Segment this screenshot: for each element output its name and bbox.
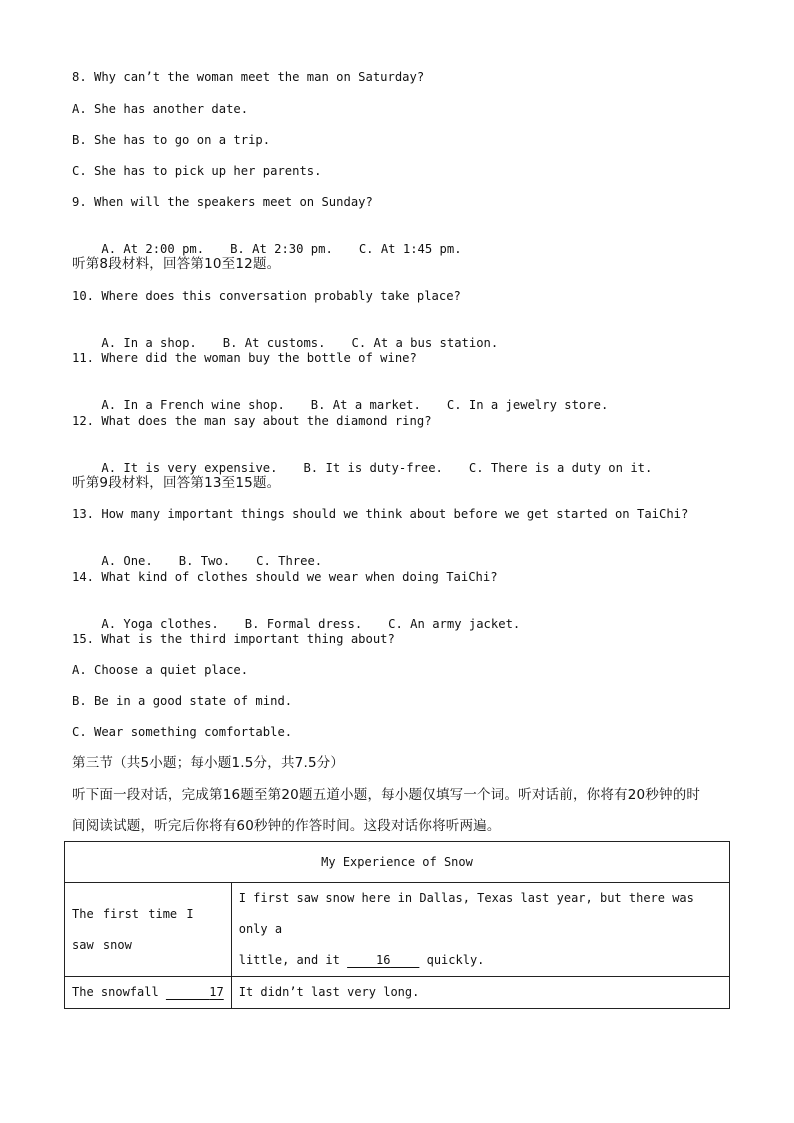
table-row: [65, 883, 730, 977]
option-8c: C. She has to pick up her parents.: [72, 164, 322, 178]
blank-16[interactable]: [347, 945, 419, 976]
option-15b: B. Be in a good state of mind.: [72, 694, 293, 708]
question-14: 14. What kind of clothes should we wear when doing TaiChi?: [72, 570, 498, 584]
option-13b: B. Two.: [178, 554, 231, 568]
option-13a: A. One.: [101, 554, 153, 568]
option-10b: B. At customs.: [222, 336, 326, 350]
option-13c: C. Three.: [256, 554, 323, 568]
option-8b: B. She has to go on a trip.: [72, 133, 271, 147]
option-9b: B. At 2:30 pm.: [230, 242, 333, 256]
option-14c: C. An army jacket.: [388, 617, 521, 631]
option-8a: A. She has another date.: [72, 102, 249, 116]
row-content-first-time: [231, 883, 729, 977]
question-12: 12. What does the man say about the diamond ring?: [72, 414, 432, 428]
blank-17-number: 17: [209, 985, 224, 999]
row-content-snowfall: It didn’t last very long.: [231, 977, 729, 1009]
option-15c: C. Wear something comfortable.: [72, 725, 293, 739]
row-text-part: little, and it: [238, 953, 348, 967]
table-title: My Experience of Snow: [65, 842, 730, 883]
option-12a: A. It is very expensive.: [101, 461, 278, 475]
option-10c: C. At a bus station.: [351, 336, 499, 350]
row-label-first-time: The first time I saw snow: [65, 883, 232, 977]
section-9-heading: 听第9段材料，回答第13至15题。: [72, 475, 281, 491]
table-row: [65, 977, 730, 1009]
blank-17[interactable]: [166, 977, 224, 1008]
option-14b: B. Formal dress.: [244, 617, 363, 631]
row-label-text: The snowfall: [72, 985, 166, 999]
option-14a: A. Yoga clothes.: [101, 617, 219, 631]
question-15: 15. What is the third important thing about?: [72, 632, 395, 646]
part3-instruction-line1: 听下面一段对话，完成第16题至第20题五道小题，每小题仅填写一个词。听对话前，你将有20秒钟的时: [72, 787, 701, 803]
question-11: 11. Where did the woman buy the bottle of wine?: [72, 351, 417, 365]
option-15a: A. Choose a quiet place.: [72, 663, 249, 677]
part3-instruction-line2: 间阅读试题，听完后你将有60秒钟的作答时间。这段对话你将听两遍。: [72, 818, 501, 834]
question-9: 9. When will the speakers meet on Sunday?: [72, 195, 373, 209]
option-12c: C. There is a duty on it.: [468, 461, 653, 475]
row-content-line2: [239, 945, 722, 976]
option-11c: C. In a jewelry store.: [446, 398, 609, 412]
row-label-snowfall: [65, 977, 232, 1009]
row-content-line1: I first saw snow here in Dallas, Texas last year, but there was only a: [238, 891, 694, 936]
question-8: 8. Why can’t the woman meet the man on Saturday?: [72, 70, 425, 84]
option-11a: A. In a French wine shop.: [101, 398, 285, 412]
option-9a: A. At 2:00 pm.: [101, 242, 205, 256]
option-9c: C. At 1:45 pm.: [358, 242, 462, 256]
part3-title: 第三节（共5小题；每小题1.5分，共7.5分）: [72, 755, 345, 771]
question-10: 10. Where does this conversation probably take place?: [72, 289, 461, 303]
section-8-heading: 听第8段材料，回答第10至12题。: [72, 256, 281, 272]
experience-table: [64, 841, 730, 1009]
option-10a: A. In a shop.: [101, 336, 197, 350]
blank-16-number: 16: [376, 953, 391, 967]
option-12b: B. It is duty-free.: [303, 461, 443, 475]
row-text-part: quickly.: [419, 953, 485, 967]
question-13: 13. How many important things should we think about before we get started on TaiChi?: [72, 507, 689, 521]
option-11b: B. At a market.: [310, 398, 421, 412]
